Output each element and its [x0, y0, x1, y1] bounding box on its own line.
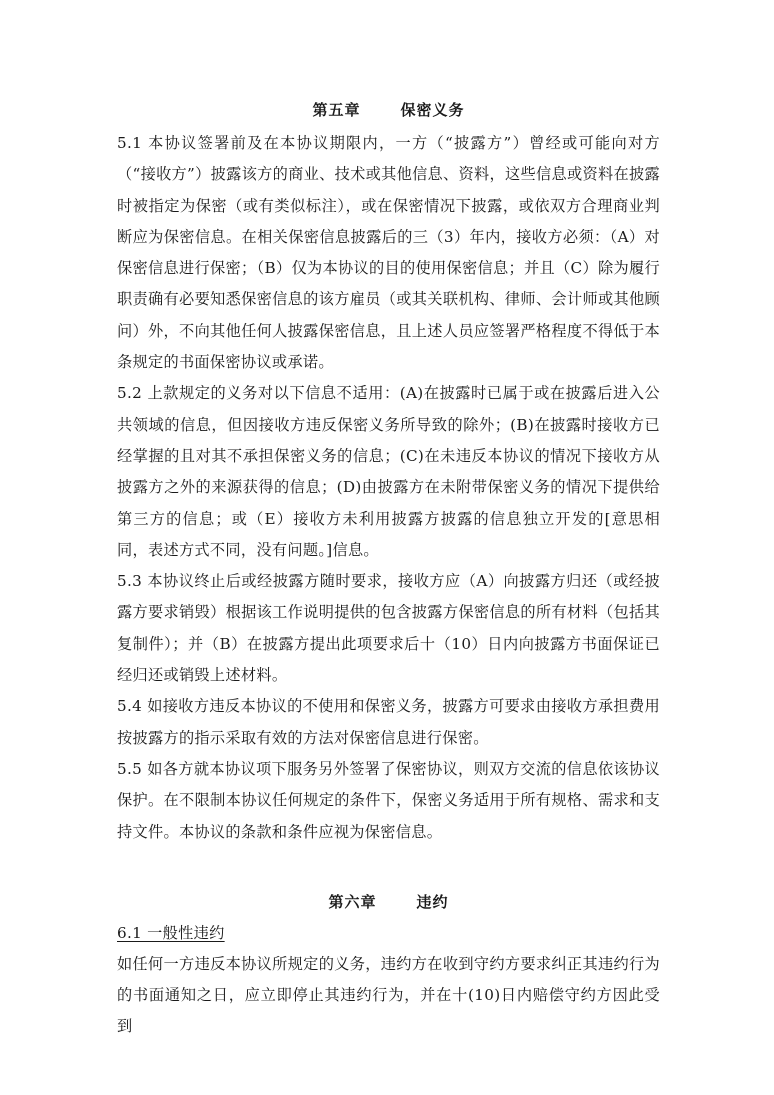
chapter-5-title: 保密义务 — [400, 101, 465, 119]
chapter-6-title: 违约 — [416, 892, 449, 911]
chapter-6-number: 第六章 — [328, 892, 377, 911]
chapter-5-heading — [117, 96, 660, 124]
chapter-6-heading — [117, 888, 660, 916]
clause-5-2: 5.2 上款规定的义务对以下信息不适用：(A)在披露时已属于或在披露后进入公共领域的信息，但因接收方违反保密义务所导致的除外；(B)在披露时接收方已经掌握的且对其不承担保密义务的信息；(C)在未违反本协议的情况下接收方从披露方之外的来源获得的信息；(D)由披露方在未附带保密义务的情况下提供给第三方的信息；或（E）接收方未利用披露方披露的信息独立开发的[意思相同，表述方式不同，没有问题。]信息。 — [117, 384, 660, 559]
clause-5-5: 5.5 如各方就本协议项下服务另外签署了保密协议，则双方交流的信息依该协议保护。在不限制本协议任何规定的条件下，保密义务适用于所有规格、需求和支持文件。本协议的条款和条件应视为保密信息。 — [117, 759, 660, 841]
chapter-5-number: 第五章 — [312, 101, 361, 119]
clause-5-1: 5.1 本协议签署前及在本协议期限内，一方（“披露方”）曾经或可能向对方（“接收方”）披露该方的商业、技术或其他信息、资料，这些信息或资料在披露时被指定为保密（或有类似标注），或在保密情况下披露，或依双方合理商业判断应为保密信息。在相关保密信息披露后的三（3）年内，接收方必须：（A）对保密信息进行保密；（B）仅为本协议的目的使用保密信息；并且（C）除为履行职责确有必要知悉保密信息的该方雇员（或其关联机构、律师、会计师或其他顾问）外，不向其他任何人披露保密信息，且上述人员应签署严格程度不得低于本条规定的书面保密协议或承诺。 — [117, 134, 660, 372]
document-page — [117, 96, 660, 1043]
clause-5-3: 5.3 本协议终止后或经披露方随时要求，接收方应（A）向披露方归还（或经披露方要求销毁）根据该工作说明提供的包含披露方保密信息的所有材料（包括其复制件）；并（B）在披露方提出此项要求后十（10）日内向披露方书面保证已经归还或销毁上述材料。 — [117, 572, 660, 685]
clause-6-1-heading-text: 6.1 一般性违约 — [117, 923, 225, 942]
clause-5-4: 5.4 如接收方违反本协议的不使用和保密义务，披露方可要求由接收方承担费用按披露方的指示采取有效的方法对保密信息进行保密。 — [117, 697, 660, 747]
clause-6-1-heading — [117, 918, 660, 949]
clause-6-1-body: 如任何一方违反本协议所规定的义务，违约方在收到守约方要求纠正其违约行为的书面通知之日，应立即停止其违约行为，并在十(10)日内赔偿守约方因此受到 — [117, 954, 660, 1036]
